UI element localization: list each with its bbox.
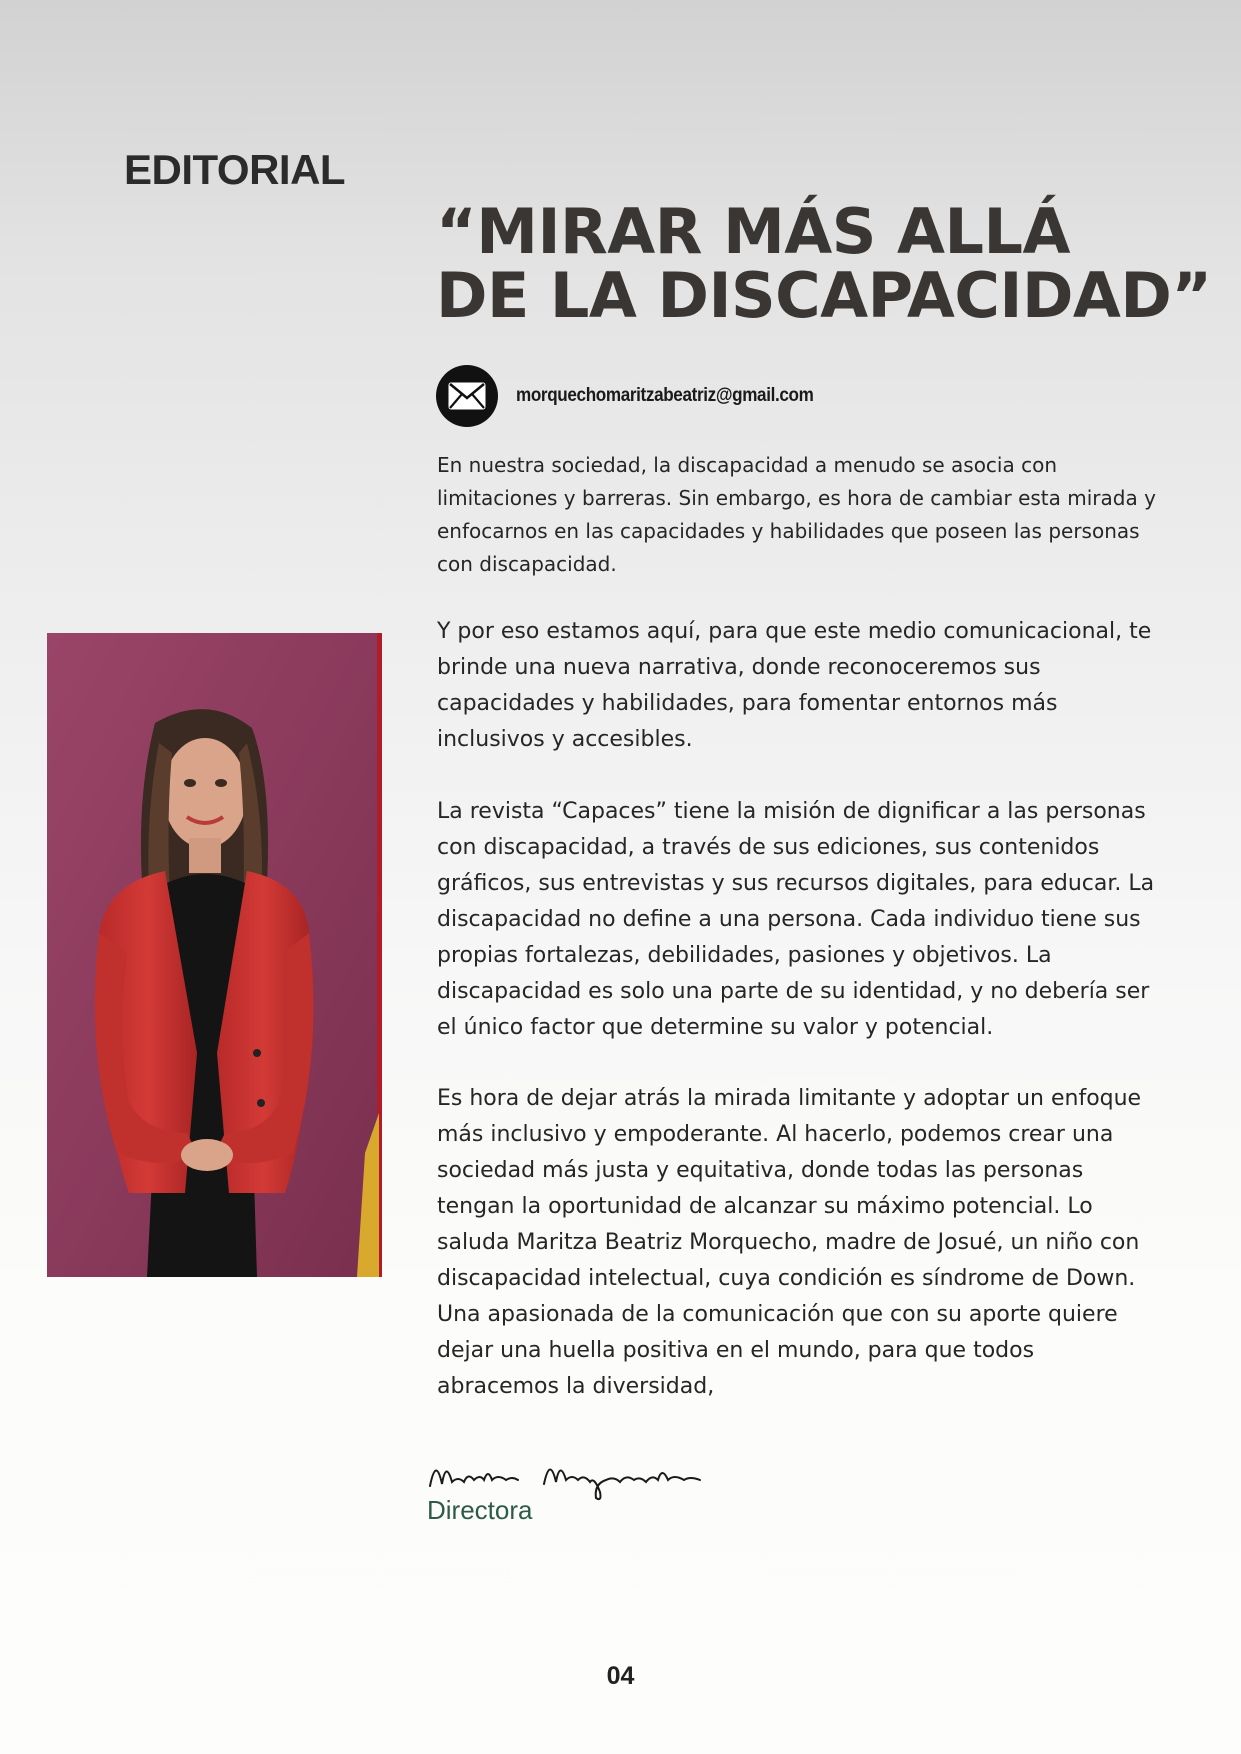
- headline-line-1: “MIRAR MÁS ALLÁ: [436, 195, 1070, 268]
- paragraph-1: En nuestra sociedad, la discapacidad a menudo se asocia con limitaciones y barreras. Sin embargo, es hora de cambiar esta mirada y enfocarnos en las capacidades y habilidades que poseen las personas con discapacidad.: [437, 453, 1156, 576]
- envelope-icon: [436, 365, 498, 427]
- director-photo: [47, 633, 382, 1277]
- page-number: 04: [606, 1662, 635, 1690]
- signature-role: Directora: [427, 1495, 533, 1525]
- paragraph-4: Es hora de dejar atrás la mirada limitante y adoptar un enfoque más inclusivo y empoderante. Al hacerlo, podemos crear una sociedad más justa y equitativa, donde todas las personas tengan la oportunidad de alcanzar su máximo potencial. Lo saluda Maritza Beatriz Morquecho, madre de Josué, un niño con discapacidad intelectual, cuya condición es síndrome de Down. Una apasionada de la comunicación que con su aporte quiere dejar una huella positiva en el mundo, para que todos abracemos la diversidad,: [437, 1086, 1142, 1399]
- contact-email[interactable]: morquechomaritzabeatriz@gmail.com: [516, 385, 814, 406]
- paragraph-2: Y por eso estamos aquí, para que este medio comunicacional, te brinde una nueva narrativa, donde reconoceremos sus capacidades y habilidades, para fomentar entornos más inclusivos y accesibles.: [437, 619, 1152, 752]
- headline: [436, 195, 1212, 332]
- headline-line-2: DE LA DISCAPACIDAD”: [436, 259, 1212, 332]
- section-label: EDITORIAL: [124, 146, 346, 193]
- paragraph-3: La revista “Capaces” tiene la misión de dignificar a las personas con discapacidad, a través de sus ediciones, sus contenidos gráficos, sus entrevistas y sus recursos digitales, para educar. La discapacidad no define a una persona. Cada individuo tiene sus propias fortalezas, debilidades, pasiones y objetivos. La discapacidad es solo una parte de su identidad, y no debería ser el único factor que determine su valor y potencial.: [437, 799, 1155, 1040]
- contact-row: [436, 365, 847, 427]
